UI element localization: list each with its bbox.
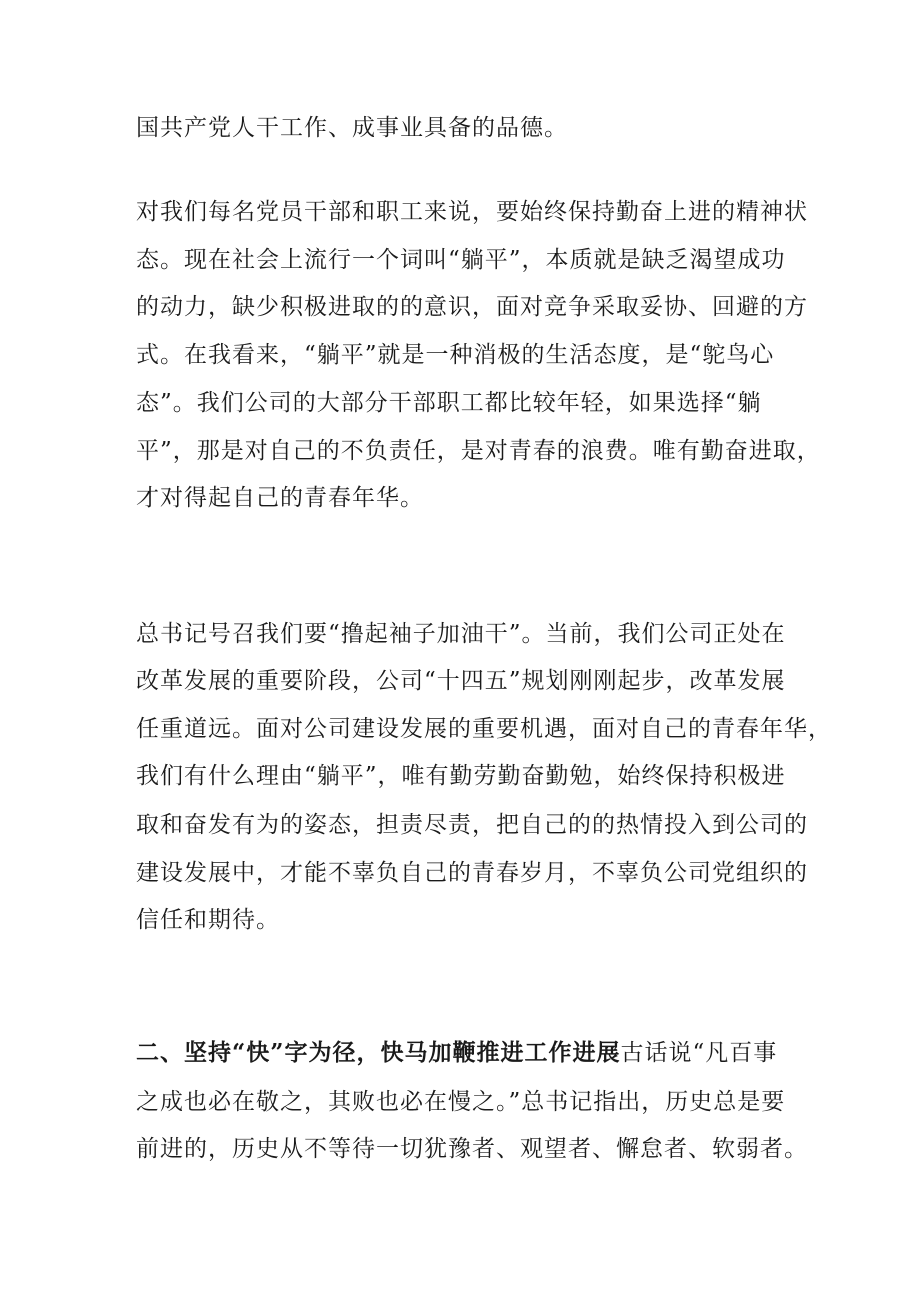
- paragraph-2-line-5: 态”。我们公司的大部分干部职工都比较年轻，如果选择“躺: [136, 390, 762, 416]
- paragraph-2-line-1: 对我们每名党员干部和职工来说，要始终保持勤奋上进的精神状: [136, 199, 808, 225]
- paragraph-3-line-6: 建设发展中，才能不辜负自己的青春岁月，不辜负公司党组织的: [136, 860, 808, 886]
- paragraph-3-line-2: 改革发展的重要阶段，公司“十四五”规划刚刚起步，改革发展: [136, 668, 786, 694]
- paragraph-2-line-7: 才对得起自己的青春年华。: [136, 485, 424, 511]
- paragraph-2-line-2: 态。现在社会上流行一个词叫“躺平”，本质就是缺乏渴望成功: [136, 247, 786, 273]
- paragraph-3-line-7: 信任和期待。: [136, 907, 280, 933]
- paragraph-4-line-2: 之成也必在敬之，其败也必在慢之。”总书记指出，历史总是要: [136, 1089, 786, 1115]
- paragraph-2-line-6: 平”，那是对自己的不负责任，是对青春的浪费。唯有勤奋进取，: [136, 438, 821, 464]
- paragraph-4-line-1: [136, 1038, 806, 1068]
- paragraph-2-line-3: 的动力，缺少积极进取的的意识，面对竞争采取妥协、回避的方: [136, 294, 808, 320]
- paragraph-1-line-1: 国共产党人干工作、成事业具备的品德。: [136, 115, 568, 141]
- paragraph-3-line-4: 我们有什么理由“躺平”，唯有勤劳勤奋勤勉，始终保持积极进: [136, 763, 786, 789]
- paragraph-3-line-3: 任重道远。面对公司建设发展的重要机遇，面对自己的青春年华，: [136, 716, 832, 742]
- paragraph-2-line-4: 式。在我看来，“躺平”就是一种消极的生活态度，是“鸵鸟心: [136, 342, 775, 368]
- paragraph-4-line-1-rest: 古话说“凡百事: [620, 1040, 778, 1066]
- section-heading: 二、坚持“快”字为径，快马加鞭推进工作进展: [136, 1039, 621, 1066]
- paragraph-3-line-1: 总书记号召我们要“撸起袖子加油干”。当前，我们公司正处在: [136, 621, 786, 647]
- paragraph-3-line-5: 取和奋发有为的姿态，担责尽责，把自己的的热情投入到公司的: [136, 812, 808, 838]
- paragraph-4-line-3: 前进的，历史从不等待一切犹豫者、观望者、懈怠者、软弱者。: [136, 1136, 808, 1162]
